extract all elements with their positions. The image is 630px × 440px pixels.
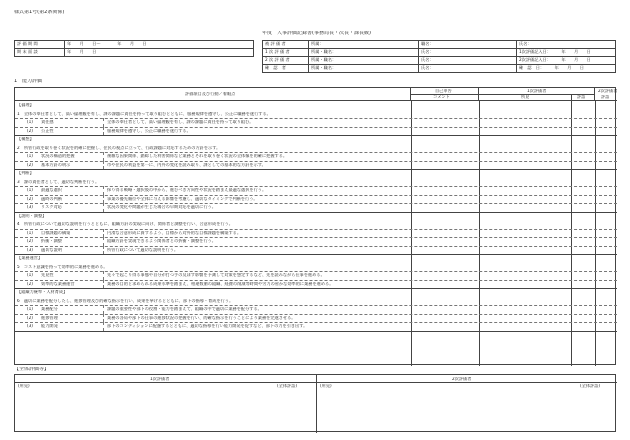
item-name: 先見性 (41, 273, 54, 277)
item-name: リスク対応 (41, 205, 62, 209)
person-field[interactable]: 1次評価記入日： 年 月 日 (517, 49, 616, 57)
row-divider (15, 246, 617, 247)
eval-period-value[interactable]: 年 月 日～ 年 月 日 (65, 41, 254, 49)
cell-divider (103, 118, 104, 127)
item-number: (2) (27, 196, 33, 201)
item-name: 業務配分 (41, 307, 58, 311)
row-divider (15, 280, 617, 281)
item-number: (1) (27, 273, 33, 277)
group-divider (15, 135, 617, 136)
group-title: 【判断】 (17, 171, 34, 175)
item-description: 所管行政について適切な説明を行う。 (107, 247, 179, 252)
items-header: 評価項目及び行動／着眼点 (185, 92, 236, 96)
cell-divider (103, 237, 104, 246)
cell-divider (103, 280, 104, 289)
group-divider (15, 331, 617, 332)
item-description: 課題の重要性や部下の役割・能力を踏まえて、組織の中で適切に業務を配分する。 (107, 307, 262, 311)
person-field[interactable]: 確 認 日： 年 月 日 (517, 65, 616, 73)
item-name: 基本方針の明示 (41, 162, 71, 167)
item-name: 適切な説明 (41, 247, 62, 252)
overall-first-header: 1次評価者 (150, 376, 170, 381)
item-number: (1) (27, 188, 33, 192)
group-title: 【組織力統率・人材育成】 (17, 290, 68, 294)
first-remark-header: 所見 (521, 95, 530, 99)
period-table (14, 40, 254, 57)
self-header: 自己申告 (435, 88, 452, 93)
row-divider (15, 152, 617, 153)
row-divider (15, 161, 617, 162)
cell-divider (103, 246, 104, 255)
group-title: 【倫理】 (17, 103, 34, 107)
item-description: 状況の変化や問題が生じた場合の早期対応を適切に行う。 (107, 205, 216, 209)
overall-table (14, 374, 616, 432)
item-description: 採り得る戦略・選択肢の中から、進むべき方向性や状況を踏まえ最適な選択を行う。 (107, 188, 267, 192)
item-name: 最適な選択 (41, 188, 62, 192)
item-description: 業務の各局や部下の仕事の進捗状況の把握を行い、的確な指示を行うことにより業務を完遂させる。 (107, 315, 296, 320)
item-description: 服務規律を遵守し、公正に職務を遂行する。 (107, 128, 191, 133)
overall-second-rating[interactable]: (全体評語) (580, 384, 601, 388)
closing-interview-value[interactable]: 年 月 日 (65, 49, 254, 57)
self-comment-header: コメント (433, 95, 450, 99)
person-row (263, 41, 616, 49)
group-divider (15, 169, 617, 170)
item-number: (2) (27, 162, 33, 167)
row-divider (15, 118, 617, 119)
person-role: 1 次 評 価 者 (263, 49, 309, 57)
person-row (263, 65, 616, 73)
person-field[interactable]: 所属・職名： (309, 49, 419, 57)
cell-divider (103, 152, 104, 161)
item-description: 全体の奉仕者として、高い倫理観を有し、課の課題に責任を持って取り組む。 (107, 120, 254, 124)
person-field[interactable]: 職名： (419, 41, 517, 49)
group-title: 【説明・調整】 (17, 213, 47, 218)
first-evaluator-header: 1次評価者 (527, 88, 547, 93)
overall-heading: 【全体評価等】 (14, 367, 50, 372)
person-field[interactable]: 氏名： (517, 41, 616, 49)
item-number: (2) (27, 128, 33, 133)
group-summary: 1 全体の奉仕者として、高い倫理観を有し、課の課題に責任を持って取り組むとともに、服務規律を遵守し、公正に職務を遂行する。 (17, 111, 271, 116)
second-rating-header: 評語 (601, 95, 610, 99)
group-summary: 3 課の責任者として、適切な判断を行う。 (17, 179, 100, 184)
overall-first-remark[interactable]: (所見) (18, 384, 30, 388)
eval-period-label: 評 価 期 間 (15, 41, 65, 49)
item-number: (3) (27, 324, 33, 328)
group-divider (15, 212, 617, 213)
item-description: 事業の優先順位や全体に与える影響を考慮し、適切なタイミングで判断を行う。 (107, 196, 258, 201)
item-name: 能力開発 (41, 324, 58, 328)
second-evaluator-header: 2次評価者 (598, 88, 618, 93)
item-description: 円滑な合意形成に資するよう、目標から対外的な目標課題を構築する。 (107, 230, 242, 235)
cell-divider (103, 229, 104, 238)
row-divider (15, 271, 617, 272)
person-field[interactable]: 所属・職名： (309, 65, 419, 73)
item-name: 状況の構造的把握 (41, 154, 75, 158)
item-description: 組織方針を実現できるよう関係者との折衝・調整を行う。 (107, 239, 216, 243)
group-summary: 5 コスト意識を持って効率的に業務を進める。 (17, 264, 108, 269)
person-row (263, 57, 616, 65)
section-heading: 1 能力評価 (14, 79, 43, 84)
row-divider (15, 237, 617, 238)
person-role: 被 評 価 者 (263, 41, 309, 49)
item-description: 業務の目的と求められる成果水準を踏まえ、相違数値の組織、経費の削減等時間や労力の省かな効率的に業務を進める。 (107, 281, 334, 286)
item-description: 市や住民の利益を第一に、内外の変化を読み取り、課としての基本的な方針を示す。 (107, 162, 266, 167)
person-field[interactable]: 氏名： (419, 57, 517, 65)
person-field[interactable]: 2次評価記入日： 年 月 日 (517, 57, 616, 65)
overall-second-remark[interactable]: (所見) (320, 384, 332, 388)
item-description: 先々で起こり得る事態や自分が打つ手の及ぼす影響を予測して対策を想定するなど、先を読みながら仕事を進める。 (107, 273, 325, 277)
item-name: 適時の判断 (41, 196, 62, 201)
row-divider (15, 322, 617, 323)
cell-divider (103, 186, 104, 195)
item-number: (1) (27, 120, 33, 124)
row-divider (15, 229, 617, 230)
group-summary: 6 適切に業務を配分したし、進捗管理及び的確な指示を行い、成果を挙げるとともに、部下の指導・育成を行う。 (17, 298, 234, 303)
cell-divider (103, 305, 104, 314)
cell-divider (103, 322, 104, 331)
persons-table (262, 40, 616, 73)
cell-divider (103, 203, 104, 212)
evaluation-table (14, 87, 616, 365)
group-divider (15, 254, 617, 255)
item-number: (2) (27, 239, 33, 243)
overall-first-rating[interactable]: (全体評語) (277, 384, 298, 388)
row-divider (15, 195, 617, 196)
item-number: (1) (27, 307, 33, 311)
cell-divider (103, 161, 104, 170)
item-number: (3) (27, 205, 33, 209)
group-title: 【業務運営】 (17, 256, 43, 260)
cell-divider (103, 127, 104, 136)
item-number: (1) (27, 230, 33, 235)
row-divider (15, 186, 617, 187)
row-divider (15, 305, 617, 306)
person-field[interactable]: 所属： (309, 41, 419, 49)
document-title: 年度 人事評価記録書(事務局長・次長・課長級) (262, 31, 371, 36)
person-role: 確 認 者 (263, 65, 309, 73)
item-name: 目標課題の構築 (41, 230, 71, 235)
group-summary: 2 所管行政を取り巻く状況を的確に把握し、住民の視点に立って、行政課題に対応するための方針を示す。 (17, 145, 221, 150)
item-number: (2) (27, 281, 33, 286)
cell-divider (103, 314, 104, 323)
person-field[interactable]: 氏名： (419, 65, 517, 73)
item-description: 複雑な因果関係、錯綜した利害関係など業務とそれを取り巻く状況の全体像を的確に把握する。 (107, 154, 288, 158)
group-summary: 4 所管行政について適切な説明を行うとともに、組織方針の実現に向け、関係者と調整を行い、合意形成を行う。 (17, 222, 233, 226)
item-name: 折衝・調整 (41, 239, 62, 243)
item-name: 効率的な業務運営 (41, 281, 75, 286)
group-title: 【構想】 (17, 137, 34, 141)
person-row (263, 49, 616, 57)
item-number: (1) (27, 154, 33, 158)
cell-divider (103, 195, 104, 204)
item-name: 公正性 (41, 128, 54, 133)
person-field[interactable]: 氏名： (419, 49, 517, 57)
closing-interview-label: 期 末 面 談 (15, 49, 65, 57)
item-name: 進捗管理 (41, 315, 58, 320)
item-number: (3) (27, 247, 33, 252)
row-divider (15, 127, 617, 128)
person-field[interactable]: 所属・職名： (309, 57, 419, 65)
row-divider (15, 314, 617, 315)
group-divider (15, 288, 617, 289)
form-number: 様式第1号(第2条関係) (14, 10, 65, 15)
item-name: 責任感 (41, 120, 54, 124)
cell-divider (103, 271, 104, 280)
person-role: 2 次 評 価 者 (263, 57, 309, 65)
item-description: 部下のコンディションに配慮するとともに、適切な指導を行い能力開発を促すなど、部下の力を引き出す。 (107, 324, 308, 328)
row-divider (15, 203, 617, 204)
overall-second-header: 2次評価者 (452, 376, 472, 381)
first-rating-header: 評語 (577, 95, 586, 99)
item-number: (2) (27, 315, 33, 320)
